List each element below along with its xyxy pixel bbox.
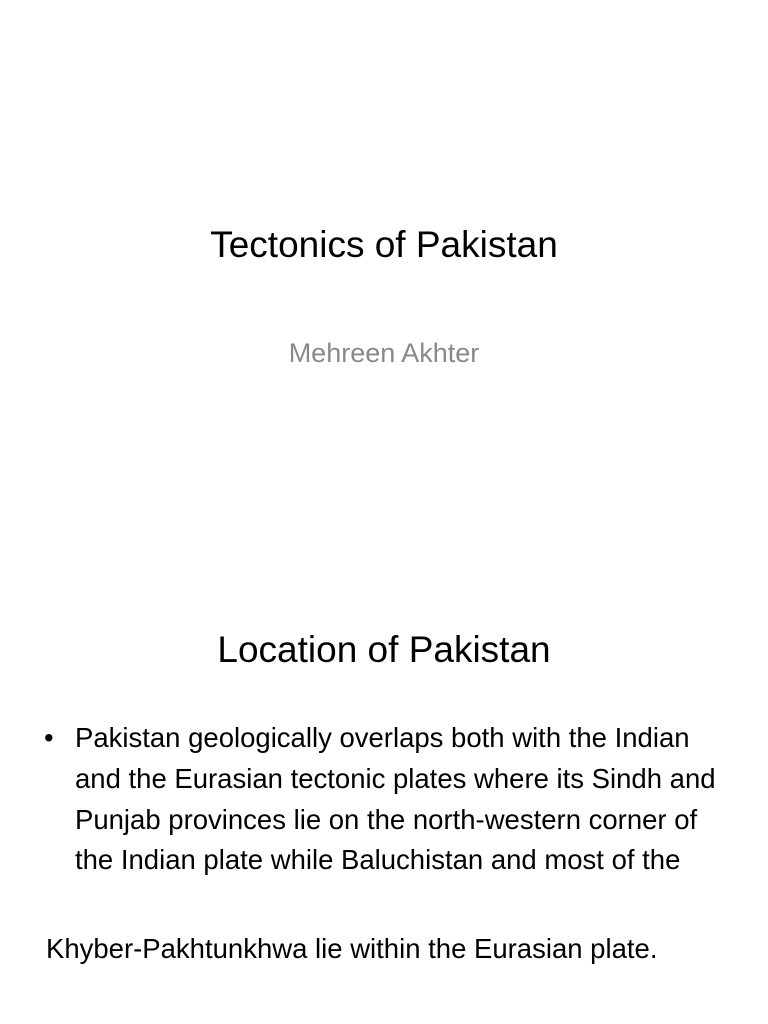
continuation-text: Khyber-Pakhtunkhwa lie within the Eurasian plate. xyxy=(46,933,658,964)
bullet-icon: • xyxy=(44,722,54,753)
bullet-item xyxy=(44,718,734,881)
bullet-list xyxy=(44,718,734,881)
bullet-text: Pakistan geologically overlaps both with the Indian and the Eurasian tectonic plates where its Sindh and Punjab provinces lie on the north-western corner of the Indian plate while Baluchistan and most of the xyxy=(75,722,716,876)
content-slide xyxy=(0,576,768,1024)
slide-title: Tectonics of Pakistan xyxy=(210,224,558,265)
slide-subtitle-author: Mehreen Akhter xyxy=(288,338,480,368)
slide-title: Location of Pakistan xyxy=(217,629,551,670)
